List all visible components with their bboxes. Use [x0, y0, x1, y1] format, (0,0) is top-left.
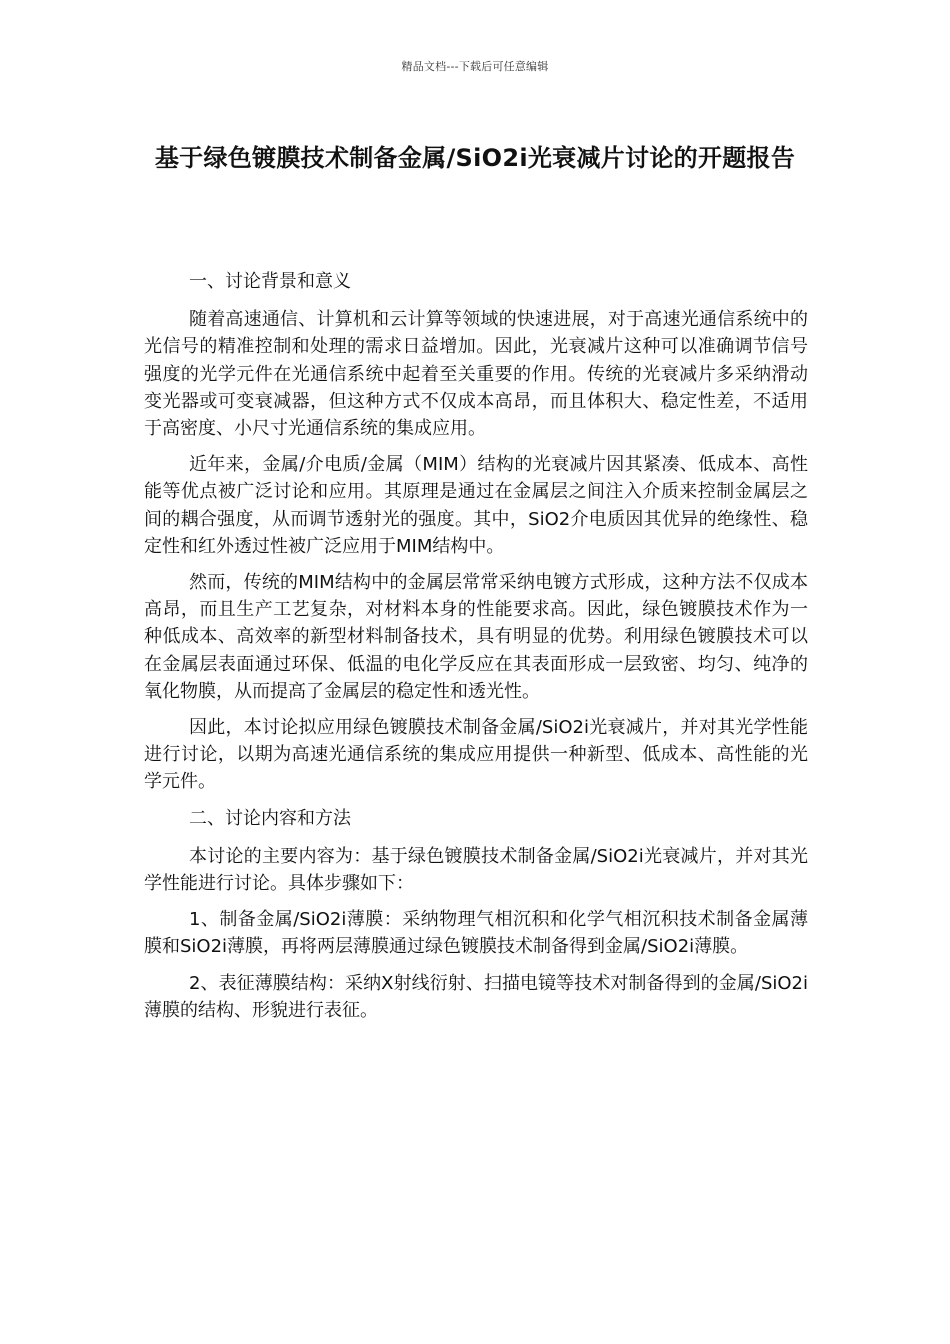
section-heading-background: 一、讨论背景和意义	[189, 271, 351, 292]
paragraph: 近年来，金属/介电质/金属（MIM）结构的光衰减片因其紧凑、低成本、高性能等优点被广泛讨论和应用。其原理是通过在金属层之间注入介质来控制金属层之间的耦合强度，从而调节透射光的强度。其中，SiO2介电质因其优异的绝缘性、稳定性和红外透过性被广泛应用于MIM结构中。	[144, 454, 808, 557]
paragraph: 随着高速通信、计算机和云计算等领域的快速进展，对于高速光通信系统中的光信号的精准控制和处理的需求日益增加。因此，光衰减片这种可以准确调节信号强度的光学元件在光通信系统中起着至关重要的作用。传统的光衰减片多采纳滑动变光器或可变衰减器，但这种方式不仅成本高昂，而且体积大、稳定性差，不适用于高密度、小尺寸光通信系统的集成应用。	[144, 309, 808, 440]
paragraph: 因此，本讨论拟应用绿色镀膜技术制备金属/SiO2i光衰减片，并对其光学性能进行讨论，以期为高速光通信系统的集成应用提供一种新型、低成本、高性能的光学元件。	[144, 717, 808, 793]
section-heading-content-methods: 二、讨论内容和方法	[189, 807, 351, 829]
document-header-note: 精品文档---下载后可任意编辑	[401, 60, 549, 73]
step-item: 1、制备金属/SiO2i薄膜：采纳物理气相沉积和化学气相沉积技术制备金属薄膜和SiO2i薄膜，再将两层薄膜通过绿色镀膜技术制备得到金属/SiO2i薄膜。	[144, 909, 808, 958]
paragraph: 然而，传统的MIM结构中的金属层常常采纳电镀方式形成，这种方法不仅成本高昂，而且生产工艺复杂，对材料本身的性能要求高。因此，绿色镀膜技术作为一种低成本、高效率的新型材料制备技术，具有明显的优势。利用绿色镀膜技术可以在金属层表面通过环保、低温的电化学反应在其表面形成一层致密、均匀、纯净的氧化物膜，从而提高了金属层的稳定性和透光性。	[144, 572, 808, 702]
paragraph: 本讨论的主要内容为：基于绿色镀膜技术制备金属/SiO2i光衰减片，并对其光学性能进行讨论。具体步骤如下：	[144, 845, 808, 895]
document-body	[144, 268, 808, 1033]
document-title: 基于绿色镀膜技术制备金属/SiO2i光衰减片讨论的开题报告	[154, 144, 796, 172]
step-item: 2、表征薄膜结构：采纳X射线衍射、扫描电镜等技术对制备得到的金属/SiO2i薄膜的结构、形貌进行表征。	[144, 972, 808, 1021]
